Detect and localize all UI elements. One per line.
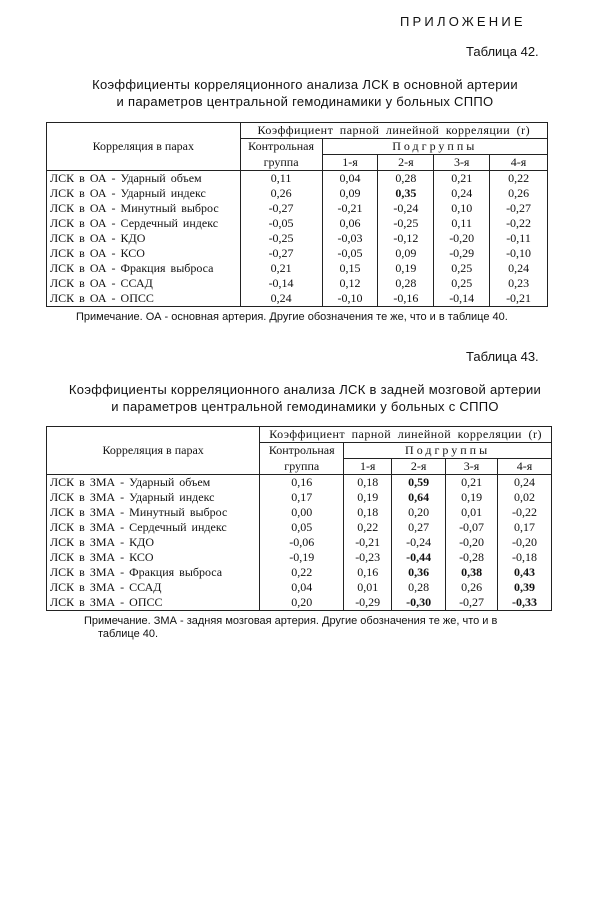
cell-subgroup-2: 0,20 bbox=[392, 505, 446, 520]
header-subgroup-3: 3-я bbox=[434, 155, 490, 171]
row-pair-label: ЛСК в ЗМА - Фракция выброса bbox=[47, 565, 260, 580]
cell-control: -0,06 bbox=[260, 535, 344, 550]
header-subgroups: Подгруппы bbox=[322, 139, 547, 155]
header-pairs: Корреляция в парах bbox=[47, 427, 260, 475]
row-pair-label: ЛСК в ОА - Ударный индекс bbox=[47, 186, 241, 201]
cell-control: 0,22 bbox=[260, 565, 344, 580]
row-pair-label: ЛСК в ОА - Минутный выброс bbox=[47, 201, 241, 216]
header-subgroup-4: 4-я bbox=[498, 459, 552, 475]
row-pair-label: ЛСК в ЗМА - КСО bbox=[47, 550, 260, 565]
cell-subgroup-2: 0,27 bbox=[392, 520, 446, 535]
cell-subgroup-4: -0,22 bbox=[498, 505, 552, 520]
cell-control: 0,05 bbox=[260, 520, 344, 535]
table-row bbox=[47, 520, 552, 535]
cell-subgroup-2: 0,28 bbox=[392, 580, 446, 595]
table-row bbox=[47, 535, 552, 550]
table-row bbox=[47, 595, 552, 611]
cell-subgroup-4: 0,02 bbox=[498, 490, 552, 505]
cell-subgroup-2: -0,24 bbox=[392, 535, 446, 550]
table-row bbox=[47, 231, 548, 246]
cell-subgroup-1: -0,03 bbox=[322, 231, 378, 246]
header-subgroup-2: 2-я bbox=[392, 459, 446, 475]
row-pair-label: ЛСК в ОА - Сердечный индекс bbox=[47, 216, 241, 231]
cell-subgroup-2: -0,44 bbox=[392, 550, 446, 565]
cell-subgroup-2: 0,19 bbox=[378, 261, 434, 276]
row-pair-label: ЛСК в ЗМА - Минутный выброс bbox=[47, 505, 260, 520]
table-row bbox=[47, 216, 548, 231]
header-control: Контрольная bbox=[240, 139, 322, 155]
cell-subgroup-3: 0,11 bbox=[434, 216, 490, 231]
cell-subgroup-2: -0,24 bbox=[378, 201, 434, 216]
cell-subgroup-3: 0,10 bbox=[434, 201, 490, 216]
row-pair-label: ЛСК в ОА - ССАД bbox=[47, 276, 241, 291]
cell-subgroup-3: 0,24 bbox=[434, 186, 490, 201]
row-pair-label: ЛСК в ОА - КДО bbox=[47, 231, 241, 246]
cell-subgroup-4: 0,24 bbox=[490, 261, 548, 276]
cell-subgroup-2: -0,12 bbox=[378, 231, 434, 246]
cell-subgroup-1: 0,12 bbox=[322, 276, 378, 291]
cell-control: -0,05 bbox=[240, 216, 322, 231]
row-pair-label: ЛСК в ОА - ОПСС bbox=[47, 291, 241, 307]
cell-subgroup-1: 0,18 bbox=[344, 505, 392, 520]
row-pair-label: ЛСК в ОА - Фракция выброса bbox=[47, 261, 241, 276]
table-row bbox=[47, 291, 548, 307]
cell-subgroup-4: 0,17 bbox=[498, 520, 552, 535]
cell-subgroup-4: 0,24 bbox=[498, 475, 552, 491]
cell-subgroup-3: -0,27 bbox=[446, 595, 498, 611]
cell-control: 0,26 bbox=[240, 186, 322, 201]
table-42-note: Примечание. ОА - основная артерия. Другие обозначения те же, что и в таблице 40. bbox=[76, 311, 508, 323]
cell-subgroup-3: 0,26 bbox=[446, 580, 498, 595]
row-pair-label: ЛСК в ОА - Ударный объем bbox=[47, 171, 241, 187]
header-coefficient: Коэффициент парной линейной корреляции (r) bbox=[240, 123, 547, 139]
table-43-title: Коэффициенты корреляционного анализа ЛСК в задней мозговой артерии и параметров центральной гемодинамики у больных с СППО bbox=[68, 382, 542, 414]
cell-subgroup-4: 0,39 bbox=[498, 580, 552, 595]
cell-subgroup-3: 0,38 bbox=[446, 565, 498, 580]
cell-subgroup-3: 0,25 bbox=[434, 276, 490, 291]
cell-control: 0,21 bbox=[240, 261, 322, 276]
cell-subgroup-1: 0,06 bbox=[322, 216, 378, 231]
table-43-body bbox=[47, 475, 552, 611]
table-42-title: Коэффициенты корреляционного анализа ЛСК в основной артерии и параметров центральной гемодинамики у больных СППО bbox=[92, 77, 518, 109]
table-43 bbox=[46, 426, 552, 611]
cell-subgroup-1: -0,05 bbox=[322, 246, 378, 261]
table-42 bbox=[46, 122, 548, 307]
row-pair-label: ЛСК в ЗМА - КДО bbox=[47, 535, 260, 550]
cell-subgroup-4: 0,26 bbox=[490, 186, 548, 201]
header-pairs: Корреляция в парах bbox=[47, 123, 241, 171]
cell-subgroup-1: 0,19 bbox=[344, 490, 392, 505]
header-subgroup-3: 3-я bbox=[446, 459, 498, 475]
cell-subgroup-4: -0,20 bbox=[498, 535, 552, 550]
table-row bbox=[47, 490, 552, 505]
cell-subgroup-4: 0,23 bbox=[490, 276, 548, 291]
cell-subgroup-4: -0,11 bbox=[490, 231, 548, 246]
cell-subgroup-1: -0,29 bbox=[344, 595, 392, 611]
cell-subgroup-1: -0,21 bbox=[344, 535, 392, 550]
table-row bbox=[47, 475, 552, 491]
cell-subgroup-1: 0,22 bbox=[344, 520, 392, 535]
cell-subgroup-3: 0,19 bbox=[446, 490, 498, 505]
table-42-label: Таблица 42. bbox=[466, 44, 539, 59]
header-subgroup-1: 1-я bbox=[344, 459, 392, 475]
cell-subgroup-2: 0,35 bbox=[378, 186, 434, 201]
row-pair-label: ЛСК в ОА - КСО bbox=[47, 246, 241, 261]
cell-subgroup-4: -0,27 bbox=[490, 201, 548, 216]
header-subgroup-1: 1-я bbox=[322, 155, 378, 171]
cell-subgroup-4: -0,21 bbox=[490, 291, 548, 307]
cell-subgroup-2: 0,36 bbox=[392, 565, 446, 580]
cell-subgroup-2: 0,64 bbox=[392, 490, 446, 505]
row-pair-label: ЛСК в ЗМА - Ударный индекс bbox=[47, 490, 260, 505]
cell-subgroup-1: 0,18 bbox=[344, 475, 392, 491]
row-pair-label: ЛСК в ЗМА - ОПСС bbox=[47, 595, 260, 611]
cell-subgroup-4: 0,22 bbox=[490, 171, 548, 187]
cell-control: 0,00 bbox=[260, 505, 344, 520]
cell-control: 0,17 bbox=[260, 490, 344, 505]
table-42-body bbox=[47, 171, 548, 307]
cell-subgroup-1: 0,16 bbox=[344, 565, 392, 580]
header-subgroups: Подгруппы bbox=[344, 443, 552, 459]
cell-subgroup-4: -0,18 bbox=[498, 550, 552, 565]
cell-subgroup-3: -0,29 bbox=[434, 246, 490, 261]
cell-control: -0,19 bbox=[260, 550, 344, 565]
cell-control: 0,16 bbox=[260, 475, 344, 491]
cell-subgroup-4: -0,10 bbox=[490, 246, 548, 261]
header-control: Контрольная bbox=[260, 443, 344, 459]
cell-subgroup-1: 0,01 bbox=[344, 580, 392, 595]
table-row bbox=[47, 580, 552, 595]
cell-subgroup-3: -0,20 bbox=[434, 231, 490, 246]
cell-control: -0,25 bbox=[240, 231, 322, 246]
row-pair-label: ЛСК в ЗМА - Ударный объем bbox=[47, 475, 260, 491]
cell-control: 0,24 bbox=[240, 291, 322, 307]
cell-subgroup-3: -0,20 bbox=[446, 535, 498, 550]
cell-subgroup-3: 0,21 bbox=[434, 171, 490, 187]
cell-subgroup-3: 0,01 bbox=[446, 505, 498, 520]
cell-subgroup-4: 0,43 bbox=[498, 565, 552, 580]
cell-subgroup-2: -0,30 bbox=[392, 595, 446, 611]
cell-subgroup-1: -0,23 bbox=[344, 550, 392, 565]
cell-subgroup-3: -0,07 bbox=[446, 520, 498, 535]
table-row bbox=[47, 186, 548, 201]
header-control-2: группа bbox=[240, 155, 322, 171]
table-row bbox=[47, 246, 548, 261]
cell-subgroup-1: 0,09 bbox=[322, 186, 378, 201]
cell-control: -0,27 bbox=[240, 201, 322, 216]
cell-subgroup-4: -0,33 bbox=[498, 595, 552, 611]
row-pair-label: ЛСК в ЗМА - ССАД bbox=[47, 580, 260, 595]
table-row bbox=[47, 171, 548, 187]
table-row bbox=[47, 201, 548, 216]
row-pair-label: ЛСК в ЗМА - Сердечный индекс bbox=[47, 520, 260, 535]
appendix-heading: ПРИЛОЖЕНИЕ bbox=[400, 14, 526, 29]
cell-subgroup-1: 0,15 bbox=[322, 261, 378, 276]
table-row bbox=[47, 565, 552, 580]
cell-control: -0,27 bbox=[240, 246, 322, 261]
table-row bbox=[47, 276, 548, 291]
cell-control: 0,11 bbox=[240, 171, 322, 187]
header-subgroup-4: 4-я bbox=[490, 155, 548, 171]
cell-subgroup-1: -0,10 bbox=[322, 291, 378, 307]
cell-control: 0,04 bbox=[260, 580, 344, 595]
cell-subgroup-3: -0,14 bbox=[434, 291, 490, 307]
header-control-2: группа bbox=[260, 459, 344, 475]
cell-control: -0,14 bbox=[240, 276, 322, 291]
table-row bbox=[47, 505, 552, 520]
cell-subgroup-3: 0,25 bbox=[434, 261, 490, 276]
cell-subgroup-3: -0,28 bbox=[446, 550, 498, 565]
cell-subgroup-1: -0,21 bbox=[322, 201, 378, 216]
table-row bbox=[47, 550, 552, 565]
cell-subgroup-2: 0,09 bbox=[378, 246, 434, 261]
table-43-label: Таблица 43. bbox=[466, 349, 539, 364]
cell-subgroup-2: -0,25 bbox=[378, 216, 434, 231]
header-coefficient: Коэффициент парной линейной корреляции (r) bbox=[260, 427, 552, 443]
cell-control: 0,20 bbox=[260, 595, 344, 611]
cell-subgroup-2: 0,59 bbox=[392, 475, 446, 491]
cell-subgroup-3: 0,21 bbox=[446, 475, 498, 491]
cell-subgroup-4: -0,22 bbox=[490, 216, 548, 231]
table-43-note: Примечание. ЗМА - задняя мозговая артерия. Другие обозначения те же, что и в таблице 40. bbox=[84, 615, 498, 640]
cell-subgroup-2: 0,28 bbox=[378, 276, 434, 291]
table-row bbox=[47, 261, 548, 276]
cell-subgroup-2: 0,28 bbox=[378, 171, 434, 187]
cell-subgroup-1: 0,04 bbox=[322, 171, 378, 187]
cell-subgroup-2: -0,16 bbox=[378, 291, 434, 307]
header-subgroup-2: 2-я bbox=[378, 155, 434, 171]
